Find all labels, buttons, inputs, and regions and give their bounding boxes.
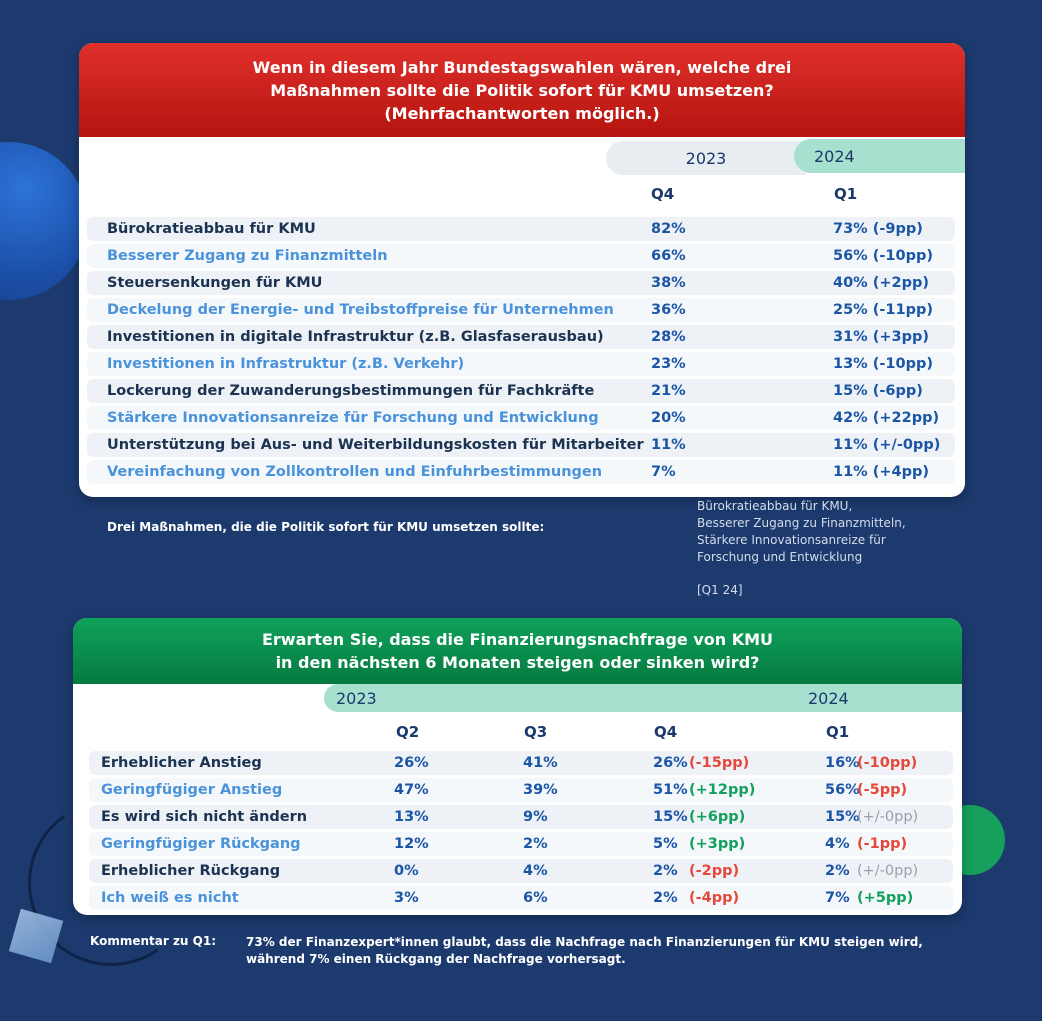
year-label: 2024 xyxy=(814,146,855,166)
value-q4: 26% xyxy=(653,755,688,771)
table-row xyxy=(87,379,955,403)
delta-q4: (+3pp) xyxy=(689,836,746,852)
col-header-q3: Q3 xyxy=(524,723,548,741)
row-label: Erheblicher Rückgang xyxy=(101,863,281,879)
delta-q4: (+6pp) xyxy=(689,809,746,825)
survey2-title-line: in den nächsten 6 Monaten steigen oder sinken wird? xyxy=(275,653,760,672)
value-q4: 7% xyxy=(651,464,676,480)
col-header-q4: Q4 xyxy=(654,723,678,741)
row-label: Erheblicher Anstieg xyxy=(101,755,262,771)
year-label: 2023 xyxy=(685,148,727,168)
comment-label: Kommentar zu Q1: xyxy=(90,934,217,948)
value-q1: 11% (+/-0pp) xyxy=(833,437,941,453)
value-q3: 4% xyxy=(523,863,548,879)
year-pill-2023 xyxy=(324,684,804,712)
value-q2: 47% xyxy=(394,782,429,798)
table-row xyxy=(89,859,953,883)
table-row xyxy=(87,217,955,241)
comment-text xyxy=(246,934,923,968)
value-q4: 11% xyxy=(651,437,686,453)
row-label: Investitionen in Infrastruktur (z.B. Verkehr) xyxy=(107,356,465,372)
row-label: Geringfügiger Anstieg xyxy=(101,782,283,798)
table-row xyxy=(89,751,953,775)
table-row xyxy=(87,325,955,349)
value-q3: 39% xyxy=(523,782,558,798)
year-pill-2024 xyxy=(788,684,962,712)
row-label: Investitionen in digitale Infrastruktur (z.B. Glasfaserausbau) xyxy=(107,329,604,345)
value-q1: 56% (-10pp) xyxy=(833,248,933,264)
delta-q1: (-5pp) xyxy=(857,782,908,798)
table-row xyxy=(89,832,953,856)
summary-line: Besserer Zugang zu Finanzmitteln, xyxy=(697,516,906,530)
summary-line: Bürokratieabbau für KMU, xyxy=(697,499,853,513)
summary-line: Stärkere Innovationsanreize für xyxy=(697,533,886,547)
value-q2: 12% xyxy=(394,836,429,852)
col-header-q2: Q2 xyxy=(396,723,420,741)
year-label: 2024 xyxy=(808,688,849,708)
comment-line: 73% der Finanzexpert*innen glaubt, dass die Nachfrage nach Finanzierungen für KMU steigen wird, xyxy=(246,935,923,949)
value-q1: 31% (+3pp) xyxy=(833,329,930,345)
table-row xyxy=(87,433,955,457)
row-label: Vereinfachung von Zollkontrollen und Einfuhrbestimmungen xyxy=(107,464,603,480)
delta-q4: (-2pp) xyxy=(689,863,740,879)
table-row xyxy=(89,805,953,829)
survey1-title-line: Wenn in diesem Jahr Bundestagswahlen wären, welche drei xyxy=(252,57,792,77)
value-q1: 15% xyxy=(825,809,860,825)
value-q3: 9% xyxy=(523,809,548,825)
row-label: Steuersenkungen für KMU xyxy=(107,275,323,291)
row-label: Bürokratieabbau für KMU xyxy=(107,221,316,237)
row-label: Deckelung der Energie- und Treibstoffpreise für Unternehmen xyxy=(107,302,614,318)
delta-q4: (-4pp) xyxy=(689,890,740,906)
value-q3: 2% xyxy=(523,836,548,852)
value-q4: 15% xyxy=(653,809,688,825)
value-q4: 82% xyxy=(651,221,686,237)
survey1-title xyxy=(79,43,965,137)
table-row xyxy=(87,271,955,295)
value-q2: 3% xyxy=(394,890,419,906)
year-pill-2024 xyxy=(794,139,965,173)
value-q1: 2% xyxy=(825,863,850,879)
delta-q1: (+/-0pp) xyxy=(857,863,919,879)
value-q4: 28% xyxy=(651,329,686,345)
value-q4: 2% xyxy=(653,890,678,906)
row-label: Stärkere Innovationsanreize für Forschung und Entwicklung xyxy=(107,410,599,426)
delta-q1: (+5pp) xyxy=(857,890,914,906)
value-q4: 66% xyxy=(651,248,686,264)
year-pill-2023 xyxy=(606,141,806,175)
row-label: Ich weiß es nicht xyxy=(101,890,239,906)
value-q1: 4% xyxy=(825,836,850,852)
value-q4: 51% xyxy=(653,782,688,798)
value-q3: 41% xyxy=(523,755,558,771)
year-label: 2023 xyxy=(336,688,377,708)
value-q2: 0% xyxy=(394,863,419,879)
value-q1: 11% (+4pp) xyxy=(833,464,930,480)
delta-q4: (-15pp) xyxy=(689,755,750,771)
table-row xyxy=(89,886,953,910)
delta-q1: (-1pp) xyxy=(857,836,908,852)
summary-line: Forschung und Entwicklung xyxy=(697,550,863,564)
row-label: Lockerung der Zuwanderungsbestimmungen für Fachkräfte xyxy=(107,383,595,399)
value-q1: 7% xyxy=(825,890,850,906)
value-q4: 36% xyxy=(651,302,686,318)
col-header-q1: Q1 xyxy=(826,723,850,741)
table-row xyxy=(89,778,953,802)
table-row xyxy=(87,298,955,322)
value-q1: 15% (-6pp) xyxy=(833,383,923,399)
decorative-blue-sphere xyxy=(0,142,88,300)
delta-q1: (+/-0pp) xyxy=(857,809,919,825)
table-row xyxy=(87,352,955,376)
delta-q4: (+12pp) xyxy=(689,782,756,798)
row-label: Geringfügiger Rückgang xyxy=(101,836,301,852)
value-q1: 25% (-11pp) xyxy=(833,302,933,318)
value-q3: 6% xyxy=(523,890,548,906)
value-q2: 26% xyxy=(394,755,429,771)
survey2-title-line: Erwarten Sie, dass die Finanzierungsnachfrage von KMU xyxy=(261,630,774,649)
col-header-q4: Q4 xyxy=(651,185,675,203)
value-q4: 21% xyxy=(651,383,686,399)
value-q4: 5% xyxy=(653,836,678,852)
value-q1: 40% (+2pp) xyxy=(833,275,930,291)
survey1-title-line: Maßnahmen sollte die Politik sofort für KMU umsetzen? xyxy=(270,80,774,100)
value-q1: 73% (-9pp) xyxy=(833,221,923,237)
comment-line: während 7% einen Rückgang der Nachfrage vorhersagt. xyxy=(246,952,626,966)
col-header-q1: Q1 xyxy=(834,185,858,203)
value-q1: 42% (+22pp) xyxy=(833,410,940,426)
value-q1: 13% (-10pp) xyxy=(833,356,933,372)
survey1-title-line: (Mehrfachantworten möglich.) xyxy=(384,103,660,123)
table-row xyxy=(87,244,955,268)
summary-text xyxy=(697,498,906,599)
value-q1: 56% xyxy=(825,782,860,798)
row-label: Besserer Zugang zu Finanzmitteln xyxy=(107,248,388,264)
summary-label: Drei Maßnahmen, die die Politik sofort für KMU umsetzen sollte: xyxy=(107,520,545,534)
value-q4: 20% xyxy=(651,410,686,426)
table-row xyxy=(87,406,955,430)
row-label: Unterstützung bei Aus- und Weiterbildungskosten für Mitarbeiter xyxy=(107,437,644,453)
value-q4: 38% xyxy=(651,275,686,291)
value-q4: 23% xyxy=(651,356,686,372)
summary-reference: [Q1 24] xyxy=(697,583,743,597)
value-q4: 2% xyxy=(653,863,678,879)
survey-card-financing-demand xyxy=(73,618,962,915)
survey2-title xyxy=(73,618,962,684)
table-row xyxy=(87,460,955,484)
value-q2: 13% xyxy=(394,809,429,825)
survey-card-measures xyxy=(79,43,965,497)
row-label: Es wird sich nicht ändern xyxy=(101,809,308,825)
delta-q1: (-10pp) xyxy=(857,755,918,771)
value-q1: 16% xyxy=(825,755,860,771)
